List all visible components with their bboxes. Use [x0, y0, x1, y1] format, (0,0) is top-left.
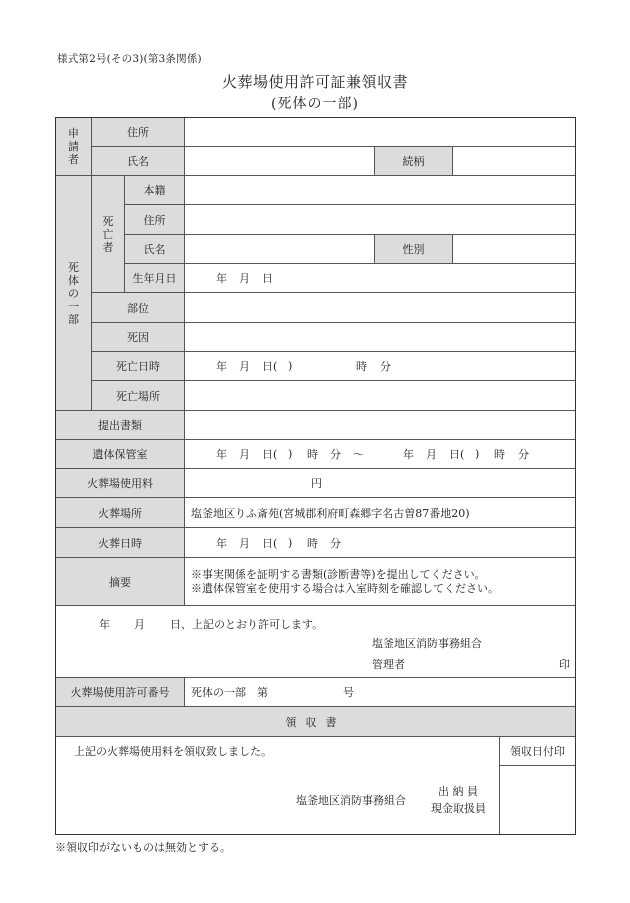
deceased-name-label: 氏名	[125, 235, 185, 264]
cash-handler-label: 現金取扱員	[431, 802, 486, 815]
cremation-datetime-label: 火葬日時	[56, 528, 185, 558]
body-part-field[interactable]	[185, 293, 575, 323]
receipt-body	[56, 737, 500, 834]
permission-year: 年	[99, 618, 110, 631]
permission-day-text: 日、上記のとおり許可します。	[170, 618, 324, 631]
permission-statement	[56, 606, 575, 678]
body-part-group-label: 死 体 の 一 部	[56, 176, 92, 411]
receipt-text: 上記の火葬場使用料を領収致しました。	[74, 745, 272, 758]
fee-label: 火葬場使用料	[56, 469, 185, 498]
applicant-name-field[interactable]	[185, 147, 375, 176]
deceased-name-field[interactable]	[185, 235, 375, 264]
receipt-org: 塩釜地区消防事務組合	[296, 794, 406, 807]
receipt-stamp-box[interactable]	[500, 766, 575, 834]
permit-number-label: 火葬場使用許可番号	[56, 678, 185, 707]
applicant-address-label: 住所	[92, 118, 185, 147]
death-datetime-field[interactable]: 年 月 日( ) 時 分	[185, 352, 575, 381]
body-part-label: 部位	[92, 293, 185, 323]
page-title: 火葬場使用許可証兼領収書	[221, 73, 408, 91]
sex-field[interactable]	[453, 235, 575, 264]
storage-room-label: 遺体保管室	[56, 440, 185, 469]
deceased-address-field[interactable]	[185, 205, 575, 235]
cause-of-death-field[interactable]	[185, 323, 575, 352]
applicant-address-field[interactable]	[185, 118, 575, 147]
sex-label: 性別	[375, 235, 453, 264]
crematorium-label: 火葬場所	[56, 498, 185, 528]
applicant-group-label: 申 請 者	[56, 118, 92, 176]
crematorium-value: 塩釜地区りふ斎苑(宮城郡利府町森郷字名古曽87番地20)	[185, 498, 575, 528]
receipt-stamp-label: 領収日付印	[500, 737, 575, 766]
seal-mark: 印	[559, 658, 570, 671]
permission-month: 月	[134, 618, 145, 631]
permit-form-table	[55, 117, 576, 835]
permission-org: 塩釜地区消防事務組合	[372, 637, 482, 650]
cause-of-death-label: 死因	[92, 323, 185, 352]
form-number: 様式第2号(その3)(第3条関係)	[57, 53, 202, 65]
footnote: ※領収印がないものは無効とする。	[55, 841, 231, 854]
receipt-header: 領収書	[56, 707, 575, 737]
death-place-field[interactable]	[185, 381, 575, 411]
permission-manager: 管理者	[372, 658, 405, 671]
applicant-relation-field[interactable]	[453, 147, 575, 176]
deceased-group-label: 死 亡 者	[92, 176, 125, 293]
cremation-datetime-field[interactable]: 年 月 日( ) 時 分	[185, 528, 575, 558]
cashier-label: 出 納 員	[438, 785, 478, 798]
submitted-documents-field[interactable]	[185, 411, 575, 440]
permit-number-field[interactable]: 死体の一部 第 号	[185, 678, 575, 707]
death-datetime-label: 死亡日時	[92, 352, 185, 381]
domicile-field[interactable]	[185, 176, 575, 205]
birth-date-field[interactable]: 年 月 日	[185, 264, 575, 293]
submitted-documents-label: 提出書類	[56, 411, 185, 440]
birth-date-label: 生年月日	[125, 264, 185, 293]
domicile-label: 本籍	[125, 176, 185, 205]
remarks-notes	[185, 558, 575, 606]
page-subtitle: (死体の一部)	[271, 96, 359, 112]
remarks-line-1: ※事実関係を証明する書類(診断書等)を提出してください。	[191, 567, 486, 581]
death-place-label: 死亡場所	[92, 381, 185, 411]
fee-field[interactable]: 円	[185, 469, 575, 498]
remarks-label: 摘要	[56, 558, 185, 606]
applicant-name-label: 氏名	[92, 147, 185, 176]
deceased-address-label: 住所	[125, 205, 185, 235]
remarks-line-2: ※遺体保管室を使用する場合は入室時刻を確認してください。	[191, 581, 499, 595]
storage-room-field[interactable]: 年 月 日( ) 時 分 〜 年 月 日( ) 時 分	[185, 440, 575, 469]
applicant-relation-label: 続柄	[375, 147, 453, 176]
